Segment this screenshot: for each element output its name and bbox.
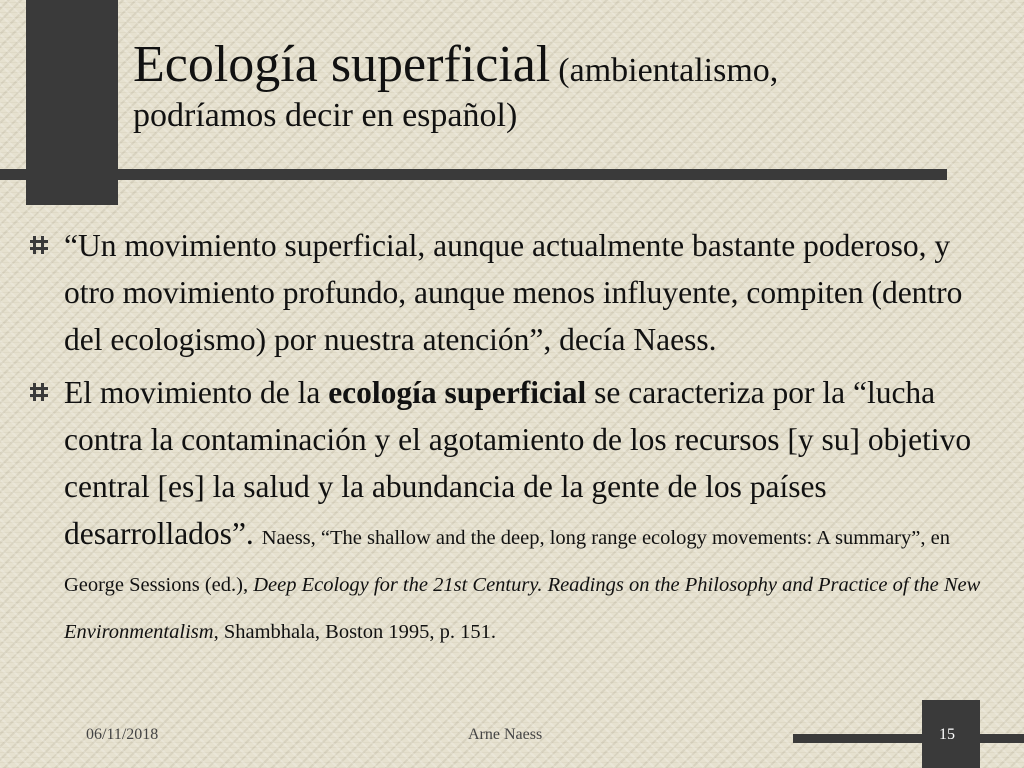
title-parenthetical-line2: podríamos decir en español) bbox=[133, 97, 518, 135]
hash-bullet-icon bbox=[28, 234, 50, 256]
citation-part: , Shambhala, Boston 1995, p. 151. bbox=[213, 621, 496, 643]
bullet-item bbox=[28, 222, 1003, 363]
bullet-text bbox=[64, 369, 1003, 651]
title-divider bbox=[0, 169, 947, 180]
footer-divider bbox=[793, 734, 1024, 743]
title-main: Ecología superficial bbox=[133, 36, 551, 93]
citation-book-title: Deep Ecology for the 21st Century. Readings on the Philosophy and Practice of the New Environmentalism bbox=[64, 574, 981, 643]
bullet-item bbox=[28, 369, 1003, 651]
citation-part: Naess, “The shallow and the deep, long range ecology movements: A summary”, en George Sessions (ed.), bbox=[64, 527, 950, 596]
slide-body bbox=[28, 222, 1003, 657]
page-number: 15 bbox=[939, 726, 955, 743]
slide-title bbox=[133, 36, 1003, 135]
bullet-text: “Un movimiento superficial, aunque actualmente bastante poderoso, y otro movimiento profundo, aunque menos influyente, compiten (dentro del ecologismo) por nuestra atención”, decía Naess. bbox=[64, 228, 963, 357]
bullet-text-emphasis: ecología superficial bbox=[328, 375, 587, 410]
footer-date: 06/11/2018 bbox=[86, 726, 159, 743]
hash-bullet-icon bbox=[28, 381, 50, 403]
footer-author: Arne Naess bbox=[468, 726, 543, 743]
bullet-text-part: se caracteriza por la “lucha contra la contaminación y el agotamiento de los recursos [y su] objetivo central [es] la salud y la abundancia de la gente de los países desarrollados”. bbox=[64, 375, 972, 551]
title-parenthetical: (ambientalismo, bbox=[558, 52, 779, 89]
bullet-text-part: El movimiento de la bbox=[64, 375, 329, 410]
